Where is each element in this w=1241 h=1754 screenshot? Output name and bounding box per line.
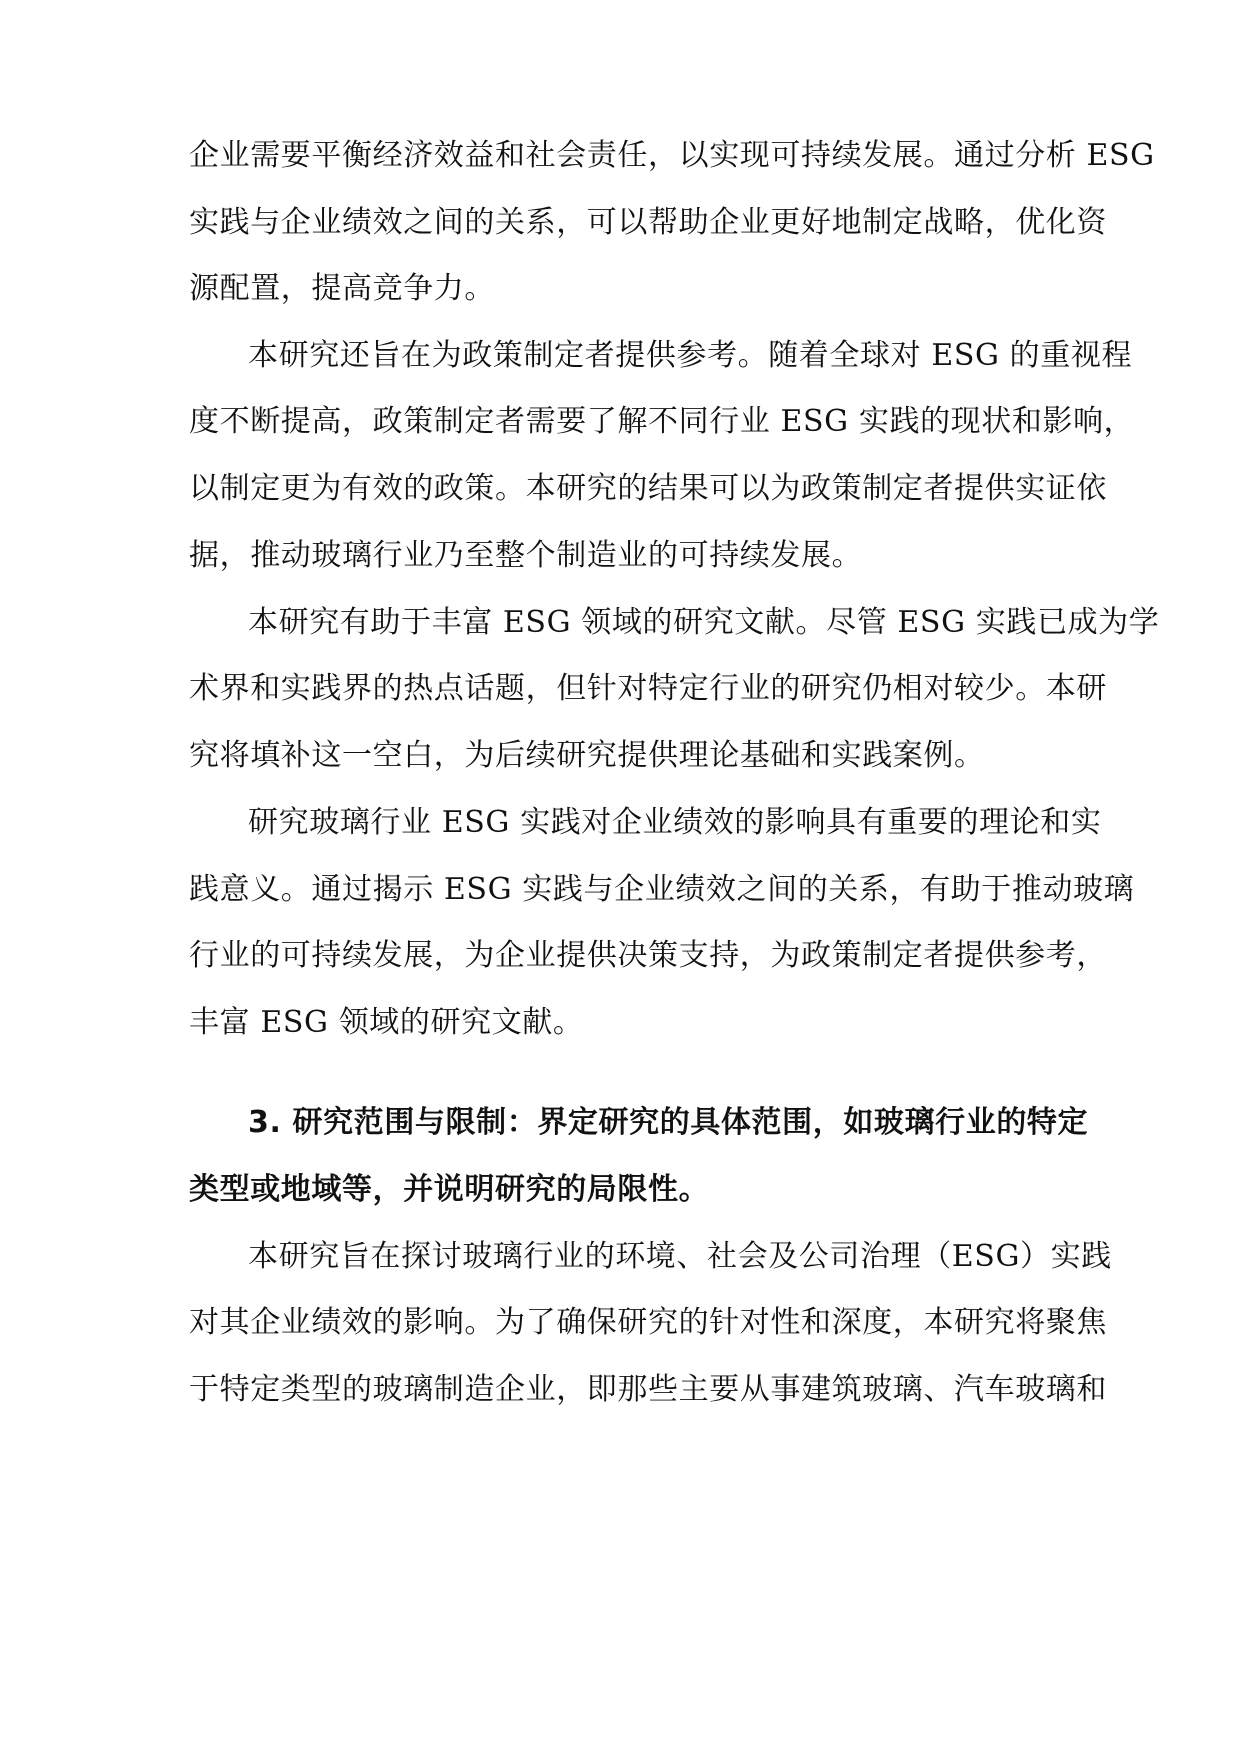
paragraph-line: 于特定类型的玻璃制造企业，即那些主要从事建筑玻璃、汽车玻璃和 — [189, 1372, 1107, 1407]
paragraph-line: 源配置，提高竞争力。 — [189, 271, 495, 306]
paragraph-line: 对其企业绩效的影响。为了确保研究的针对性和深度，本研究将聚焦 — [189, 1305, 1107, 1340]
paragraph-line: 践意义。通过揭示 ESG 实践与企业绩效之间的关系，有助于推动玻璃 — [189, 872, 1135, 907]
paragraph-line: 企业需要平衡经济效益和社会责任，以实现可持续发展。通过分析 ESG — [189, 138, 1155, 173]
paragraph-line: 以制定更为有效的政策。本研究的结果可以为政策制定者提供实证依 — [189, 471, 1107, 506]
section-heading: 类型或地域等，并说明研究的局限性。 — [189, 1172, 710, 1207]
paragraph-line: 究将填补这一空白，为后续研究提供理论基础和实践案例。 — [189, 738, 985, 773]
section-heading: 3. 研究范围与限制：界定研究的具体范围，如玻璃行业的特定 — [248, 1105, 1089, 1140]
paragraph-line: 丰富 ESG 领域的研究文献。 — [189, 1005, 584, 1040]
paragraph-line: 度不断提高，政策制定者需要了解不同行业 ESG 实践的现状和影响， — [189, 404, 1135, 439]
paragraph-line: 本研究有助于丰富 ESG 领域的研究文献。尽管 ESG 实践已成为学 — [248, 605, 1160, 640]
paragraph-line: 据，推动玻璃行业乃至整个制造业的可持续发展。 — [189, 538, 863, 573]
paragraph-line: 行业的可持续发展，为企业提供决策支持，为政策制定者提供参考， — [189, 938, 1107, 973]
paragraph-line: 实践与企业绩效之间的关系，可以帮助企业更好地制定战略，优化资 — [189, 205, 1107, 240]
paragraph-line: 研究玻璃行业 ESG 实践对企业绩效的影响具有重要的理论和实 — [248, 805, 1102, 840]
paragraph-line: 术界和实践界的热点话题，但针对特定行业的研究仍相对较少。本研 — [189, 671, 1107, 706]
paragraph-line: 本研究旨在探讨玻璃行业的环境、社会及公司治理（ESG）实践 — [248, 1239, 1112, 1274]
paragraph-line: 本研究还旨在为政策制定者提供参考。随着全球对 ESG 的重视程 — [248, 338, 1133, 373]
